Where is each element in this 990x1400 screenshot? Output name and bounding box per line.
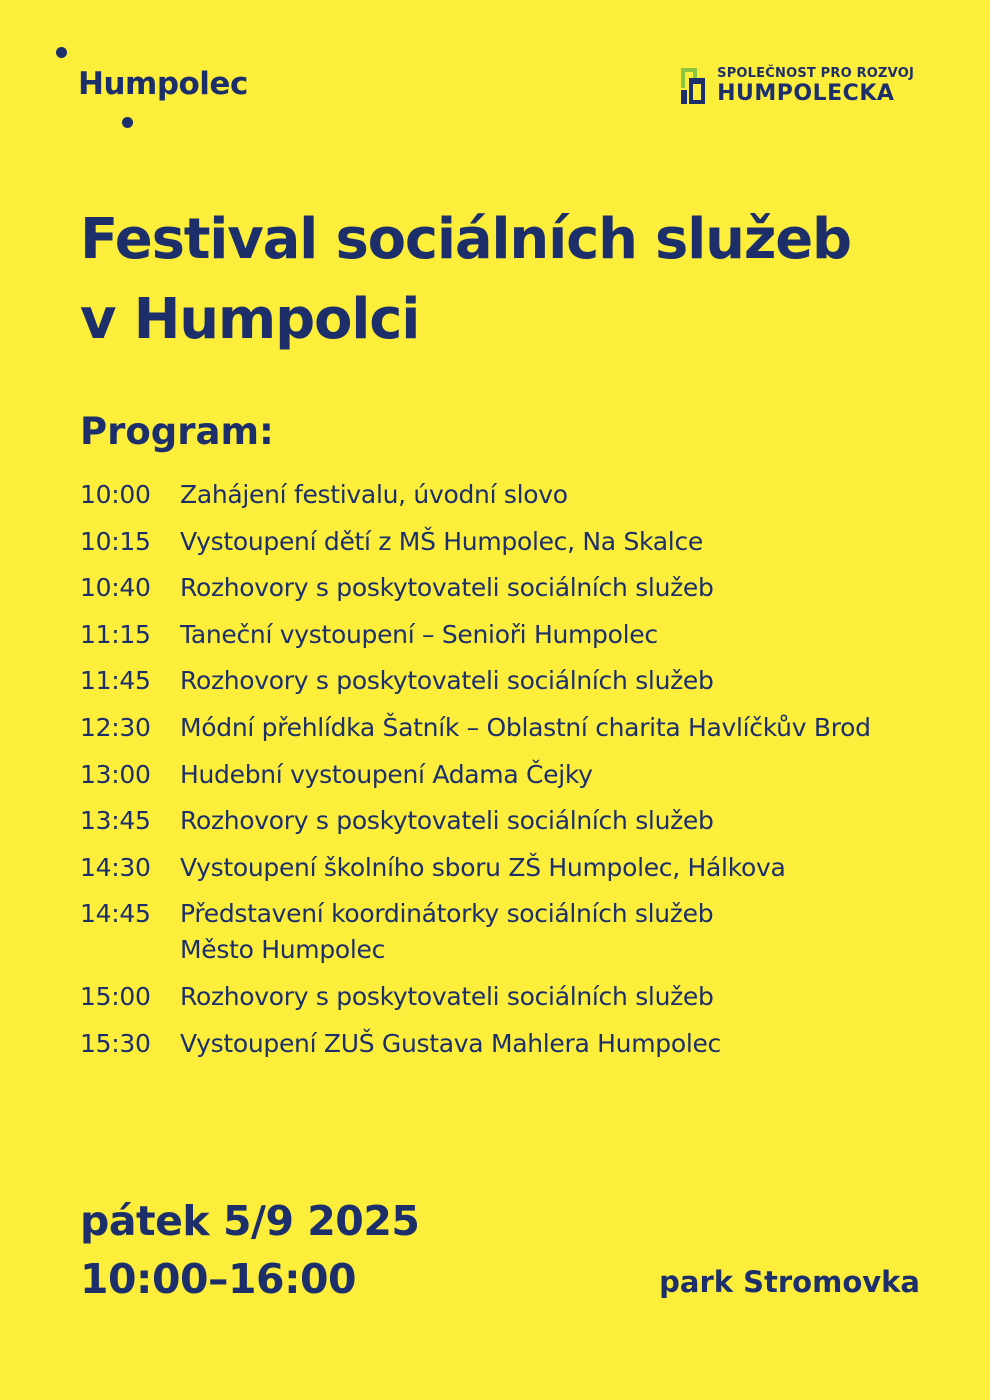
- event-venue: park Stromovka: [659, 1265, 920, 1299]
- program-description-line: Představení koordinátorky sociálních služeb: [180, 899, 714, 929]
- event-date: pátek 5/9 2025: [80, 1197, 420, 1245]
- program-description-line: Vystoupení dětí z MŠ Humpolec, Na Skalce: [180, 526, 703, 556]
- program-item: [80, 850, 950, 886]
- program-time: 11:45: [80, 666, 151, 696]
- title-line-1: Festival sociálních služeb: [80, 207, 851, 272]
- program-time: 15:00: [80, 981, 151, 1011]
- program-item: [80, 757, 950, 793]
- event-hours: 10:00–16:00: [80, 1255, 357, 1303]
- program-description: [180, 803, 950, 839]
- program-item: [80, 710, 950, 746]
- program-time: 12:30: [80, 712, 151, 742]
- program-description-line: Vystoupení ZUŠ Gustava Mahlera Humpolec: [180, 1028, 721, 1058]
- logo-right-subtitle: SPOLEČNOST PRO ROZVOJ: [717, 66, 914, 81]
- program-description-line: Rozhovory s poskytovateli sociálních služeb: [180, 981, 714, 1011]
- page-title: [80, 200, 950, 360]
- program-item: [80, 524, 950, 560]
- program-description-line: Vystoupení školního sboru ZŠ Humpolec, Hálkova: [180, 852, 786, 882]
- logo-left-text: Humpolec: [78, 66, 248, 102]
- program-time: 10:15: [80, 526, 151, 556]
- program-description: [180, 1026, 950, 1062]
- humpolec-logo: [56, 44, 276, 136]
- program-description: [180, 757, 950, 793]
- program-description-line: Rozhovory s poskytovateli sociálních služeb: [180, 666, 714, 696]
- program-description-line: Taneční vystoupení – Senioři Humpolec: [180, 619, 658, 649]
- program-description: [180, 850, 950, 886]
- program-description-line: Módní přehlídka Šatník – Oblastní charita Havlíčkův Brod: [180, 712, 871, 742]
- logo-dot-icon: [122, 117, 133, 128]
- program-description: [180, 570, 950, 606]
- logo-dot-icon: [56, 47, 67, 58]
- program-time: 11:15: [80, 619, 151, 649]
- program-description: [180, 663, 950, 699]
- program-item: [80, 896, 950, 968]
- program-description-line: Hudební vystoupení Adama Čejky: [180, 759, 593, 789]
- program-description: [180, 979, 950, 1015]
- humpolecka-logo: [679, 66, 914, 106]
- program-list: [80, 477, 950, 1072]
- title-line-2: v Humpolci: [80, 287, 420, 352]
- program-description-line: Rozhovory s poskytovateli sociálních služeb: [180, 806, 714, 836]
- program-description-line: Město Humpolec: [180, 935, 386, 965]
- program-time: 10:00: [80, 480, 151, 509]
- event-date-block: [80, 1192, 419, 1308]
- program-time: 14:45: [80, 899, 151, 929]
- program-description: [180, 896, 950, 968]
- program-heading: Program:: [80, 410, 274, 453]
- program-time: 13:45: [80, 806, 151, 836]
- program-time: 15:30: [80, 1028, 151, 1058]
- program-description-line: Rozhovory s poskytovateli sociálních služeb: [180, 573, 714, 603]
- program-description: [180, 477, 950, 513]
- program-time: 13:00: [80, 759, 151, 789]
- program-description: [180, 710, 950, 746]
- program-item: [80, 617, 950, 653]
- program-item: [80, 979, 950, 1015]
- program-item: [80, 1026, 950, 1062]
- program-description: [180, 617, 950, 653]
- program-description: [180, 524, 950, 560]
- program-time: 14:30: [80, 852, 151, 882]
- program-item: [80, 663, 950, 699]
- humpolecka-mark-icon: [679, 66, 707, 106]
- program-description-line: Zahájení festivalu, úvodní slovo: [180, 480, 568, 509]
- program-item: [80, 570, 950, 606]
- logo-right-title: HUMPOLECKA: [717, 81, 895, 106]
- program-time: 10:40: [80, 573, 151, 603]
- program-item: [80, 477, 950, 513]
- program-item: [80, 803, 950, 839]
